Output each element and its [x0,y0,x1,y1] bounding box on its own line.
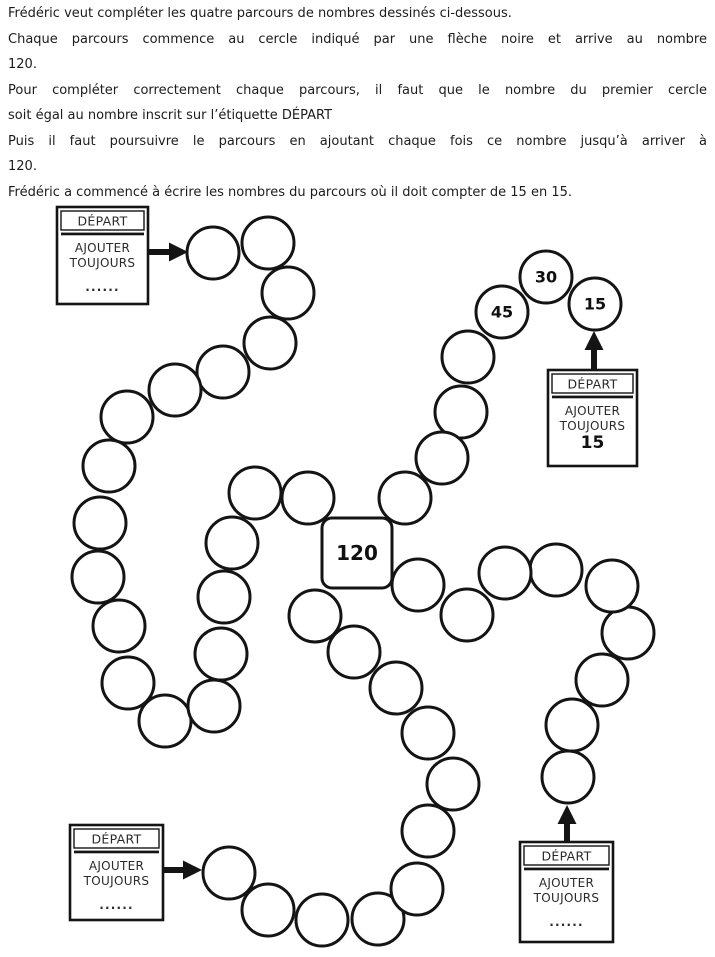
parcours-circle [602,607,654,659]
intro-line-6: Puis il faut poursuivre le parcours en ajoutant chaque fois ce nombre jusqu’à arriver à [8,133,707,149]
parcours-circle [229,467,281,519]
parcours-circle [530,544,582,596]
intro-line-1: Frédéric veut compléter les quatre parcours de nombres dessinés ci-dessous. [8,6,512,21]
start-arrow [163,861,202,880]
target-120-label: 120 [336,541,378,565]
intro-line-5: soit égal au nombre inscrit sur l’étiquette DÉPART [8,108,333,123]
depart-box-value: 15 [580,433,605,453]
depart-box [70,825,202,920]
start-arrow [558,805,577,842]
arrow-head [585,331,604,350]
parcours-circle [139,695,191,747]
parcours-circle [435,386,487,438]
parcours-circle [244,317,296,369]
depart-box [520,805,613,942]
depart-box-line1: AJOUTER [88,859,145,873]
parcours-circle [289,590,341,642]
arrow-head [169,243,188,262]
depart-box-value: ...... [99,898,134,912]
depart-box-value: ...... [85,280,120,294]
intro-line-7: 120. [8,159,37,174]
parcours-circle [576,654,628,706]
depart-box-line2: TOUJOURS [69,256,136,270]
depart-box-line1: AJOUTER [74,241,131,255]
intro-line-2: Chaque parcours commence au cercle indiqué par une flèche noire et arrive au nombre [8,31,707,47]
depart-box-title: DÉPART [77,213,128,229]
parcours-circle [416,432,468,484]
parcours-circle [370,662,422,714]
parcours-circle [149,364,201,416]
parcours-circle [242,884,294,936]
intro-line-4: Pour compléter correctement chaque parcours, il faut que le nombre du premier cercle [8,82,707,98]
arrow-head [558,805,577,824]
parcours-circle [296,894,348,946]
chain-bas-droite [392,544,654,803]
depart-box-line2: TOUJOURS [533,891,600,905]
depart-box [548,331,637,466]
parcours-circle [442,331,494,383]
parcours-circle [74,497,126,549]
parcours-circle [392,559,444,611]
depart-box-line1: AJOUTER [538,876,595,890]
depart-box-title: DÉPART [91,831,142,847]
parcours-circle [402,805,454,857]
parcours-circle [479,547,531,599]
parcours-circle [542,751,594,803]
parcours-circle [197,346,249,398]
circle-number: 30 [534,267,558,287]
parcours-circle [101,391,153,443]
arrow-head [183,861,202,880]
parcours-circle [546,699,598,751]
parcours-circle [72,551,124,603]
start-arrow [585,331,604,370]
parcours-circle [242,217,294,269]
parcours-circle [83,440,135,492]
parcours-circle [206,517,258,569]
circle-number: 15 [583,294,607,314]
parcours-circle [379,472,431,524]
depart-box-line2: TOUJOURS [559,419,626,433]
depart-box-title: DÉPART [567,376,618,392]
depart-box-title: DÉPART [541,848,592,864]
parcours-circle [262,267,314,319]
parcours-circle [195,628,247,680]
start-arrow [148,243,188,262]
depart-box-line1: AJOUTER [564,404,621,418]
parcours-circle [203,847,255,899]
parcours-circle [282,472,334,524]
parcours-circle [427,758,479,810]
depart-box-separator [61,233,144,236]
depart-box [57,207,188,304]
circle-number: 45 [490,302,514,322]
parcours-circle [441,589,493,641]
depart-box-separator [74,851,159,854]
parcours-circle [188,680,240,732]
parcours-circle [391,863,443,915]
depart-box-value: ...... [549,915,584,929]
depart-box-separator [524,868,609,871]
parcours-circle [198,571,250,623]
intro-line-8: Frédéric a commencé à écrire les nombres du parcours où il doit compter de 15 en 15. [8,184,573,200]
depart-box-line2: TOUJOURS [83,874,150,888]
parcours-circle [586,560,638,612]
parcours-circle [402,707,454,759]
parcours-circle [93,600,145,652]
intro-line-3: 120. [8,57,37,72]
parcours-circle [187,227,239,279]
depart-box-separator [552,396,633,399]
